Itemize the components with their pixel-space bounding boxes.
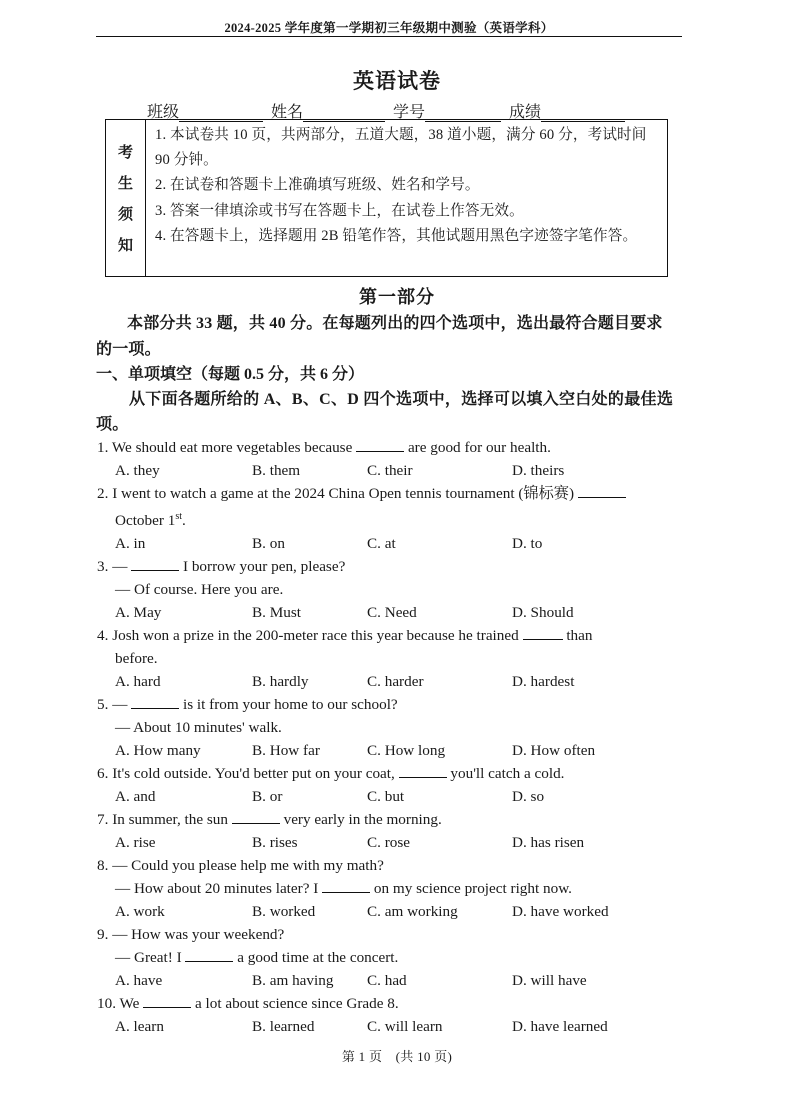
- options-row: [97, 1015, 687, 1038]
- option-c[interactable]: C. will learn: [367, 1018, 443, 1036]
- question-9: [97, 923, 687, 992]
- options-row: [97, 670, 687, 693]
- question-text: — Could you please help me with my math?: [112, 857, 384, 875]
- option-d[interactable]: D. so: [512, 788, 545, 806]
- option-c[interactable]: C. but: [367, 788, 405, 806]
- id-label: 学号: [393, 104, 426, 121]
- dialogue-reply: — About 10 minutes' walk.: [115, 719, 282, 737]
- option-a[interactable]: A. in: [115, 535, 146, 553]
- question-text: is it from your home to our school?: [182, 696, 398, 714]
- option-d[interactable]: D. How often: [512, 742, 596, 760]
- question-text: It's cold outside. You'd better put on your coat,: [112, 765, 395, 783]
- question-number: 3.: [97, 558, 109, 576]
- answer-blank: [356, 438, 404, 452]
- question-4: [97, 624, 687, 693]
- notice-char: 须: [117, 207, 133, 223]
- page-footer: 第 1 页 (共 10 页): [341, 1049, 453, 1064]
- question-text: I went to watch a game at the 2024 China Open tennis tournament (锦标赛): [112, 485, 575, 502]
- section-intro: 从下面各题所给的 A、B、C、D 四个选项中，选择可以填入空白处的最佳选项。: [96, 391, 674, 433]
- option-d[interactable]: D. hardest: [512, 673, 575, 691]
- dialogue-reply: [97, 946, 687, 969]
- option-c[interactable]: C. their: [367, 462, 413, 479]
- option-b[interactable]: B. on: [252, 535, 285, 553]
- option-d[interactable]: D. have learned: [512, 1018, 608, 1036]
- dialogue-reply: [97, 877, 687, 900]
- options-row: [97, 969, 687, 992]
- options-row: [97, 459, 687, 482]
- page-header: 2024-2025 学年度第一学期初三年级期中测验（英语学科）: [224, 21, 554, 35]
- option-c[interactable]: C. Need: [367, 604, 417, 622]
- option-a[interactable]: A. How many: [115, 742, 201, 760]
- options-row: [97, 831, 687, 854]
- question-text: a lot about science since Grade 8.: [194, 995, 399, 1013]
- notice-item: 2. 在试卷和答题卡上准确填写班级、姓名和学号。: [155, 177, 480, 194]
- question-number: 8.: [97, 857, 109, 875]
- question-text: very early in the morning.: [283, 811, 442, 829]
- exam-title: 英语试卷: [353, 69, 441, 93]
- question-number: 2.: [97, 485, 109, 502]
- dialogue-reply: — Of course. Here you are.: [115, 581, 284, 599]
- options-row: [97, 739, 687, 762]
- option-a[interactable]: A. work: [115, 903, 165, 921]
- question-text: —: [112, 696, 128, 714]
- option-a[interactable]: A. hard: [115, 673, 161, 691]
- option-b[interactable]: B. worked: [252, 903, 316, 921]
- notice-item: 1. 本试卷共 10 页，共两部分，五道大题，38 道小题，满分 60 分，考试时间 90 分钟。: [155, 127, 647, 169]
- question-number: 9.: [97, 926, 109, 944]
- name-label: 姓名: [271, 104, 304, 121]
- option-b[interactable]: B. am having: [252, 972, 334, 990]
- option-c[interactable]: C. rose: [367, 834, 411, 852]
- question-1: [97, 436, 687, 482]
- option-b[interactable]: B. or: [252, 788, 283, 806]
- question-8: [97, 854, 687, 923]
- options-row: [97, 785, 687, 808]
- question-3: [97, 555, 687, 624]
- question-text: October 1: [115, 512, 176, 530]
- section-title: 一、单项填空（每题 0.5 分，共 6 分）: [96, 366, 365, 383]
- option-c[interactable]: C. at: [367, 535, 396, 553]
- option-a[interactable]: A. have: [115, 972, 163, 990]
- option-b[interactable]: B. Must: [252, 604, 301, 622]
- question-text: — How was your weekend?: [112, 926, 285, 944]
- question-text: — How about 20 minutes later? I: [115, 880, 319, 898]
- answer-blank: [143, 994, 191, 1008]
- option-d[interactable]: D. will have: [512, 972, 587, 990]
- option-c[interactable]: C. had: [367, 972, 407, 990]
- option-a[interactable]: A. they: [115, 462, 160, 479]
- question-list: [97, 436, 687, 1038]
- option-b[interactable]: B. them: [252, 462, 301, 479]
- option-c[interactable]: C. harder: [367, 673, 424, 691]
- answer-blank: [232, 810, 280, 824]
- notice-item: 3. 答案一律填涂或书写在答题卡上，在试卷上作答无效。: [155, 202, 524, 219]
- question-continuation: [97, 505, 687, 532]
- answer-blank: [131, 695, 179, 709]
- question-text: you'll catch a cold.: [450, 765, 565, 783]
- notice-char: 知: [117, 238, 133, 254]
- header-rule: [96, 36, 682, 37]
- question-number: 7.: [97, 811, 109, 829]
- question-10: [97, 992, 687, 1038]
- question-2: [97, 482, 687, 555]
- answer-blank: [185, 948, 233, 962]
- question-text: .: [181, 512, 186, 530]
- question-number: 4.: [97, 627, 109, 645]
- question-number: 5.: [97, 696, 109, 714]
- notice-side-label: [106, 120, 146, 276]
- question-number: 6.: [97, 765, 109, 783]
- answer-blank: [322, 879, 370, 893]
- ordinal-suffix: st: [175, 511, 182, 522]
- option-d[interactable]: D. has risen: [512, 834, 585, 852]
- question-text: I borrow your pen, please?: [182, 558, 346, 576]
- option-b[interactable]: B. hardly: [252, 673, 309, 691]
- question-text: We: [119, 995, 140, 1013]
- notice-item: 4. 在答题卡上，选择题用 2B 铅笔作答，其他试题用黑色字迹签字笔作答。: [155, 227, 638, 244]
- question-text: In summer, the sun: [112, 811, 228, 829]
- part-intro: 本部分共 33 题，共 40 分。在每题列出的四个选项中，选出最符合题目要求的一项。: [96, 315, 663, 358]
- option-d[interactable]: D. theirs: [512, 462, 565, 479]
- exam-notice-box: [105, 119, 668, 277]
- option-c[interactable]: C. How long: [367, 742, 446, 760]
- question-text: on my science project right now.: [373, 880, 572, 898]
- answer-blank: [578, 484, 626, 498]
- question-text: We should eat more vegetables because: [111, 439, 353, 456]
- options-row: [97, 532, 687, 555]
- question-number: 1.: [97, 439, 109, 456]
- question-7: [97, 808, 687, 854]
- notice-body: [146, 120, 667, 276]
- class-label: 班级: [147, 104, 180, 121]
- option-a[interactable]: A. learn: [115, 1018, 164, 1036]
- question-continuation: before.: [115, 650, 158, 668]
- answer-blank: [523, 626, 563, 640]
- question-number: 10.: [97, 995, 116, 1013]
- part-title: 第一部分: [359, 287, 435, 307]
- option-b[interactable]: B. How far: [252, 742, 320, 760]
- question-text: a good time at the concert.: [237, 949, 399, 967]
- option-b[interactable]: B. learned: [252, 1018, 315, 1036]
- option-a[interactable]: A. and: [115, 788, 156, 806]
- option-b[interactable]: B. rises: [252, 834, 298, 852]
- notice-char: 生: [117, 176, 133, 192]
- answer-blank: [399, 764, 447, 778]
- notice-char: 考: [117, 145, 133, 161]
- option-a[interactable]: A. rise: [115, 834, 156, 852]
- question-5: [97, 693, 687, 762]
- question-text: Josh won a prize in the 200-meter race this year because he trained: [112, 627, 519, 645]
- option-a[interactable]: A. May: [115, 604, 162, 622]
- score-label: 成绩: [509, 104, 542, 121]
- answer-blank: [131, 557, 179, 571]
- option-c[interactable]: C. am working: [367, 903, 458, 921]
- question-text: —: [112, 558, 128, 576]
- options-row: [97, 900, 687, 923]
- option-d[interactable]: D. have worked: [512, 903, 609, 921]
- question-text: than: [566, 627, 593, 645]
- question-text: — Great! I: [115, 949, 182, 967]
- question-6: [97, 762, 687, 808]
- option-d[interactable]: D. Should: [512, 604, 574, 622]
- options-row: [97, 601, 687, 624]
- question-text: are good for our health.: [407, 439, 551, 456]
- option-d[interactable]: D. to: [512, 535, 543, 553]
